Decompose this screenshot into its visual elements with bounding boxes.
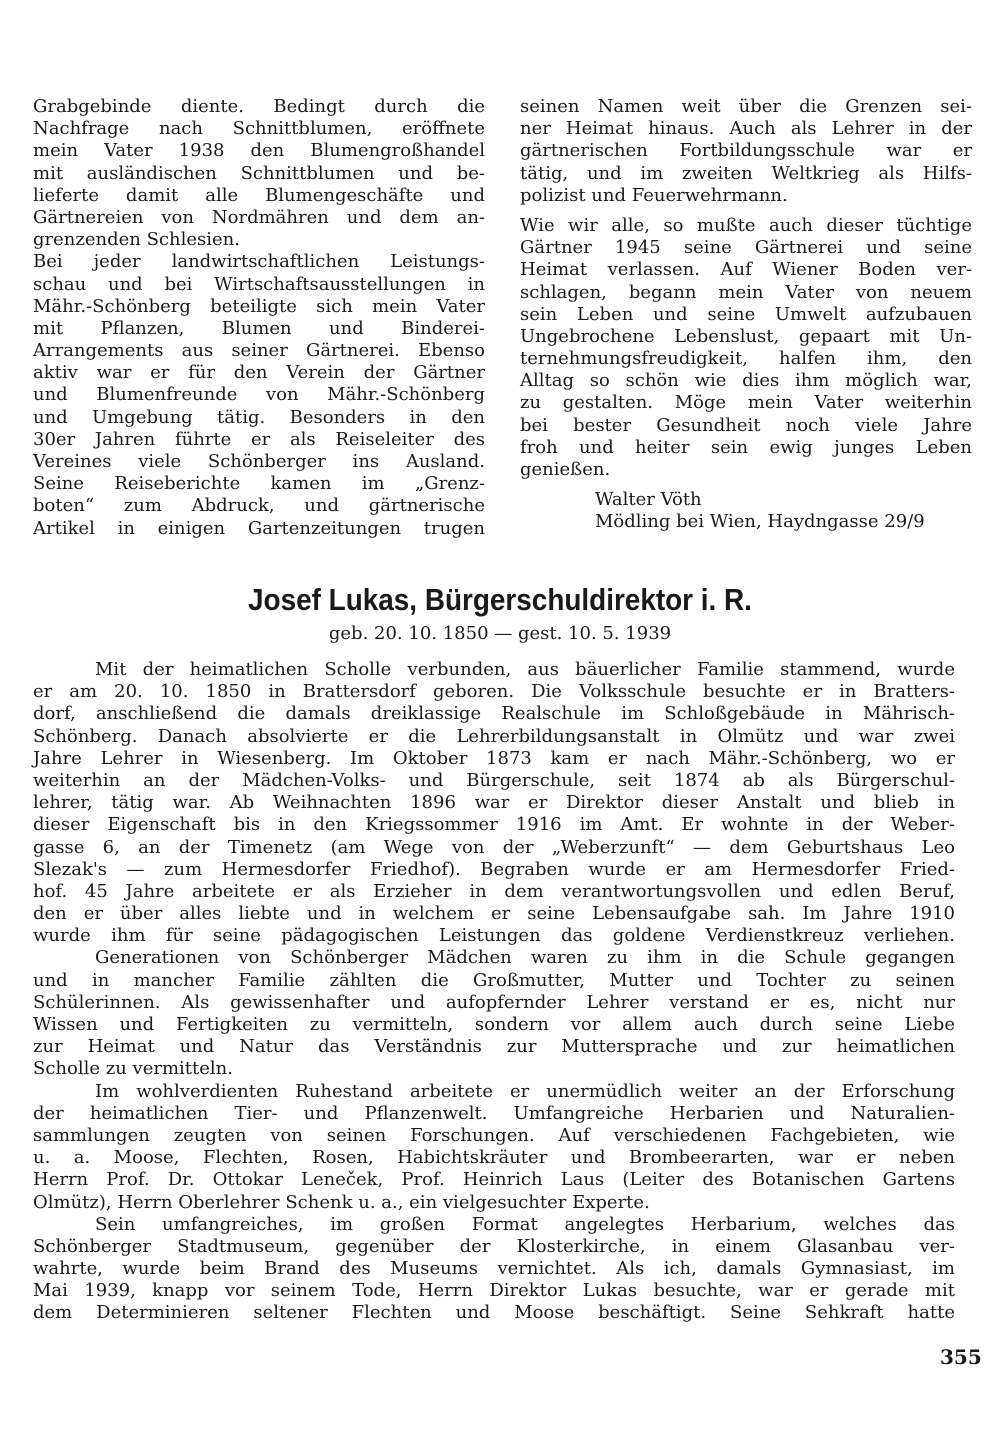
right-paragraph-2 [520,215,972,481]
text-line: Wissen und Fertigkeiten zu vermitteln, sondern vor allem auch durch seine Liebe [33,1014,955,1035]
text-line: Ungebrochene Lebenslust, gepaart mit Un- [520,325,972,347]
text-line: mein Vater 1938 den Blumengroßhandel [33,140,485,162]
text-line: wahrte, wurde beim Brand des Museums vernichtet. Als ich, damals Gymnasiast, im [33,1258,955,1280]
text-line: dem Determinieren seltener Flechten und Moose beschäftigt. Seine Sehkraft hatte [33,1302,955,1324]
text-line: boten“ zum Abdruck, und gärtnerische [33,495,485,517]
text-line: Scholle zu vermitteln. [33,1058,233,1080]
page-number: 355 [940,1345,982,1369]
text-line: weiterhin an der Mädchen-Volks- und Bürgerschule, seit 1874 ab als Bürgerschul- [33,769,955,791]
text-line: Nachfrage nach Schnittblumen, eröffnete [33,118,485,140]
text-line: Sein umfangreiches, im großen Format angelegtes Herbarium, welches das [95,1213,955,1235]
text-line: froh und heiter sein ewig junges Leben [520,436,972,458]
text-line: mit ausländischen Schnittblumen und be- [33,162,485,184]
text-line: Mit der heimatlichen Scholle verbunden, aus bäuerlicher Familie stammend, wurde [95,659,955,680]
text-line: Generationen von Schönberger Mädchen waren zu ihm in die Schule gegangen [95,947,955,969]
article-paragraph [33,947,955,1080]
text-line: Schülerinnen. Als gewissenhafter und aufopfernder Lehrer verstand er es, nicht nur [33,991,955,1013]
signature [520,489,972,533]
text-line: Mähr.-Schönberg beteiligte sich mein Vater [33,295,485,317]
text-line: polizist und Feuerwehrmann. [520,184,788,206]
article-paragraph [33,1214,955,1325]
text-line: mit Pflanzen, Blumen und Binderei- [33,317,485,339]
text-line: zur Heimat und Natur das Verständnis zur Muttersprache und zur heimatlichen [33,1036,955,1058]
text-line: Artikel in einigen Gartenzeitungen trugen [33,517,485,539]
text-line: Arrangements aus seiner Gärtnerei. Ebenso [33,340,485,362]
text-line: er am 20. 10. 1850 in Brattersdorf geboren. Die Volksschule besuchte er in Bratters- [33,681,955,703]
text-line: Schönberger Stadtmuseum, gegenüber der Klosterkirche, in einem Glasanbau ver- [33,1235,955,1257]
article-paragraph [33,659,955,947]
text-line: hof. 45 Jahre arbeitete er als Erzieher in dem verantwortungsvollen und edlen Beruf, [33,880,955,902]
text-line: Walter Vöth [595,489,702,511]
article-title: Josef Lukas, Bürgerschuldirektor i. R. [248,582,752,617]
text-line: ternehmungsfreudigkeit, halfen ihm, den [520,348,972,370]
text-line: seinen Namen weit über die Grenzen sei- [520,96,972,117]
text-line: lehrer, tätig war. Ab Weihnachten 1896 war er Direktor dieser Anstalt und blieb in [33,792,955,814]
text-line: wurde ihm für seine pädagogischen Leistungen das goldene Verdienstkreuz verliehen. [33,925,955,947]
text-line: Grabgebinde diente. Bedingt durch die [33,96,485,117]
text-line: Olmütz), Herrn Oberlehrer Schenk u. a., ein vielgesuchter Experte. [33,1191,650,1213]
text-line: Jahre Lehrer in Wiesenberg. Im Oktober 1873 kam er nach Mähr.-Schönberg, wo er [33,747,955,769]
text-line: Gärtner 1945 seine Gärtnerei und seine [520,237,972,259]
text-line: bei bester Gesundheit noch viele Jahre [520,414,972,436]
text-line: gasse 6, an der Timenetz (am Wege von der „Weberzunft“ — dem Geburtshaus Leo [33,836,955,858]
text-line: Heimat verlassen. Auf Wiener Boden ver- [520,259,972,281]
article-body [33,659,955,1325]
text-line: Slezak's — zum Hermesdorfer Friedhof). Begraben wurde er am Hermesdorfer Fried- [33,858,955,880]
text-line: lieferte damit alle Blumengeschäfte und [33,184,485,206]
text-line: dieser Eigenschaft bis in den Kriegssommer 1916 im Amt. Er wohnte in der Weber- [33,814,955,836]
text-line: Bei jeder landwirtschaftlichen Leistungs- [33,251,485,273]
text-line: zu gestalten. Möge mein Vater weiterhin [520,392,972,414]
text-line: Schönberg. Danach absolvierte er die Lehrerbildungsanstalt in Olmütz und war zwei [33,725,955,747]
right-paragraph-1 [520,96,972,207]
text-line: schau und bei Wirtschaftsausstellungen in [33,273,485,295]
text-line: gärtnerischen Fortbildungsschule war er [520,140,972,162]
text-line: grenzenden Schlesien. [33,229,240,251]
text-line: u. a. Moose, Flechten, Rosen, Habichtskräuter und Brombeerarten, war er neben [33,1147,955,1169]
text-line: 30er Jahren führte er als Reiseleiter des [33,428,485,450]
text-line: und in mancher Familie zählten die Großmutter, Mutter und Tochter zu seinen [33,969,955,991]
text-line: tätig, und im zweiten Weltkrieg als Hilfs- [520,162,972,184]
text-line: aktiv war er für den Verein der Gärtner [33,362,485,384]
article-paragraph [33,1081,955,1214]
right-column [520,96,972,534]
text-line: Herrn Prof. Dr. Ottokar Leneček, Prof. Heinrich Laus (Leiter des Botanischen Gartens [33,1169,955,1191]
text-line: Wie wir alle, so mußte auch dieser tüchtige [520,214,972,236]
text-line: sein Leben und seine Umwelt aufzubauen [520,303,972,325]
text-line: und Umgebung tätig. Besonders in den [33,406,485,428]
article-subtitle: geb. 20. 10. 1850 — gest. 10. 5. 1939 [328,623,672,644]
text-line: Gärtnereien von Nordmähren und dem an- [33,206,485,228]
text-line: den er über alles liebte und in welchem er seine Lebensaufgabe sah. Im Jahre 1910 [33,903,955,925]
text-line: schlagen, begann mein Vater von neuem [520,281,972,303]
text-line: der heimatlichen Tier- und Pflanzenwelt. Umfangreiche Herbarien und Naturalien- [33,1102,955,1124]
text-line: genießen. [520,459,611,480]
text-line: dorf, anschließend die damals dreiklassige Realschule im Schloßgebäude in Mährisch- [33,703,955,725]
text-line: und Blumenfreunde von Mähr.-Schönberg [33,384,485,406]
text-line: Im wohlverdienten Ruhestand arbeitete er unermüdlich weiter an der Erforschung [95,1080,955,1102]
text-line: Mai 1939, knapp vor seinem Tode, Herrn Direktor Lukas besuchte, war er gerade mit [33,1280,955,1302]
text-line: Seine Reiseberichte kamen im „Grenz- [33,473,485,495]
text-line: Mödling bei Wien, Haydngasse 29/9 [595,511,925,533]
text-line: sammlungen zeugten von seinen Forschungen. Auf verschiedenen Fachgebieten, wie [33,1124,955,1146]
left-column [33,96,485,540]
text-line: ner Heimat hinaus. Auch als Lehrer in der [520,118,972,140]
text-line: Vereines viele Schönberger ins Ausland. [33,451,485,472]
text-line: Alltag so schön wie dies ihm möglich war, [520,370,972,392]
